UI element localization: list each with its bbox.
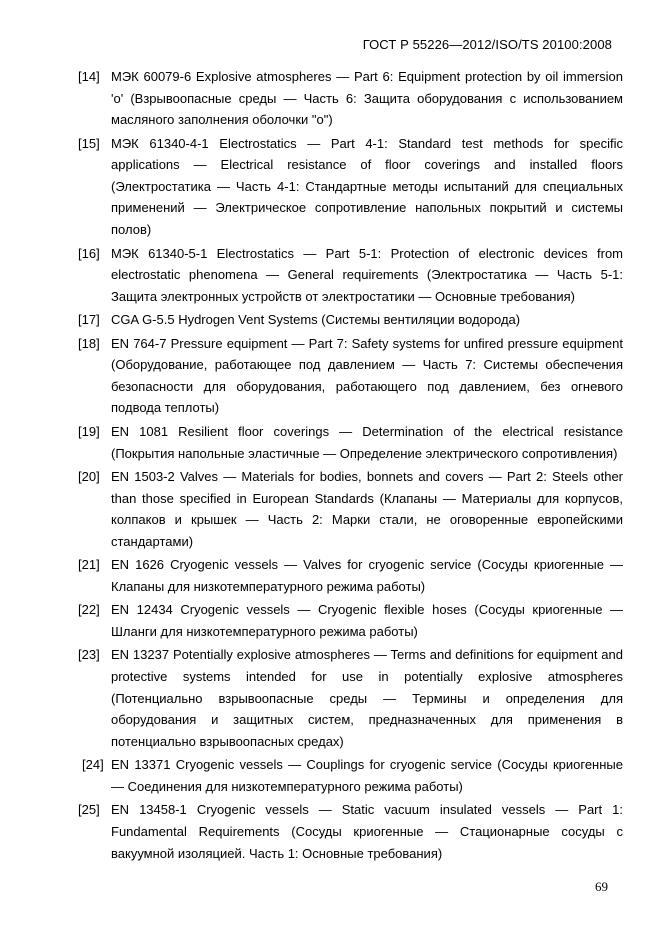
reference-number: [14]	[78, 69, 100, 84]
reference-text: EN 13458-1 Cryogenic vessels — Static vacuum insulated vessels — Part 1: Fundamental Requirements (Сосуды криогенные — Стационарные сосуды с вакуумной изоляцией. Часть 1: Основные требования)	[111, 802, 623, 861]
reference-item	[78, 554, 623, 597]
bibliography-list	[78, 66, 623, 866]
reference-item	[78, 599, 623, 642]
reference-number: [17]	[78, 312, 100, 328]
reference-item	[78, 754, 623, 797]
reference-number: [21]	[78, 557, 100, 573]
reference-text: МЭК 61340-5-1 Electrostatics — Part 5-1: Protection of electronic devices from electrostatic phenomena — General requirements (Электростатика — Часть 5-1: Защита электронных устройств от электростатики — Основные требования)	[111, 245, 623, 304]
reference-item	[78, 333, 623, 419]
reference-number: [18]	[78, 335, 100, 351]
reference-text: EN 13371 Cryogenic vessels — Couplings for cryogenic service (Сосуды криогенные — Соединения для низкотемпературного режима работы)	[111, 757, 623, 794]
reference-text: EN 1626 Cryogenic vessels — Valves for cryogenic service (Сосуды криогенные — Клапаны для низкотемпературного режима работы)	[111, 557, 623, 594]
reference-item	[78, 66, 623, 131]
reference-number: [15]	[78, 135, 100, 151]
reference-text: EN 13237 Potentially explosive atmospheres — Terms and definitions for equipment and protective systems intended for use in potentially explosive atmospheres (Потенциально взрывоопасные среды — Термины и определения для оборудования и защитных систем, предназначенных для применения в потенциально взрывоопасных средах)	[111, 647, 623, 749]
reference-text: EN 1081 Resilient floor coverings — Determination of the electrical resistance (Покрытия напольные эластичные — Определение электрического сопротивления)	[111, 423, 623, 461]
reference-number: [20]	[78, 469, 100, 485]
reference-text: EN 764-7 Pressure equipment — Part 7: Safety systems for unfired pressure equipment (Оборудование, работающее под давлением — Часть 7: Системы обеспечения безопасности для оборудования, работающего под давлением, без огневого подвода теплоты)	[111, 335, 623, 416]
reference-text: EN 1503-2 Valves — Materials for bodies, bonnets and covers — Part 2: Steels other than those specified in European Standards (Клапаны — Материалы для корпусов, колпаков и крышек — Часть 2: Марки стали, не оговоренные европейскими стандартами)	[111, 469, 623, 549]
reference-item	[78, 644, 623, 752]
reference-text: МЭК 61340-4-1 Electrostatics — Part 4-1: Standard test methods for specific applications — Electrical resistance of floor coverings and installed floors (Электростатика — Часть 4-1: Стандартные методы испытаний для специальных применений — Электрическое сопротивление напольных покрытий и системы полов)	[111, 135, 623, 238]
reference-item	[78, 421, 623, 464]
reference-number: [19]	[78, 423, 100, 439]
reference-text: CGA G-5.5 Hydrogen Vent Systems (Системы вентиляции водорода)	[111, 312, 521, 328]
standard-header: ГОСТ Р 55226—2012/ISO/TS 20100:2008	[362, 37, 612, 52]
reference-item	[78, 243, 623, 308]
reference-text: EN 12434 Cryogenic vessels — Cryogenic flexible hoses (Сосуды криогенные — Шланги для низкотемпературного режима работы)	[111, 602, 623, 639]
reference-number: [16]	[78, 245, 100, 261]
reference-item	[78, 799, 623, 864]
reference-item	[78, 309, 623, 331]
reference-item	[78, 466, 623, 552]
page-number: 69	[595, 879, 608, 894]
reference-number: [25]	[78, 802, 100, 818]
reference-number: [24]	[82, 757, 104, 773]
reference-number: [22]	[78, 602, 100, 618]
reference-number: [23]	[78, 647, 100, 663]
reference-text: МЭК 60079-6 Explosive atmospheres — Part 6: Equipment protection by oil immersion 'o' (Взрывоопасные среды — Часть 6: Защита оборудования с использованием масляного заполнения оболочки "о")	[111, 69, 623, 128]
reference-item	[78, 133, 623, 241]
